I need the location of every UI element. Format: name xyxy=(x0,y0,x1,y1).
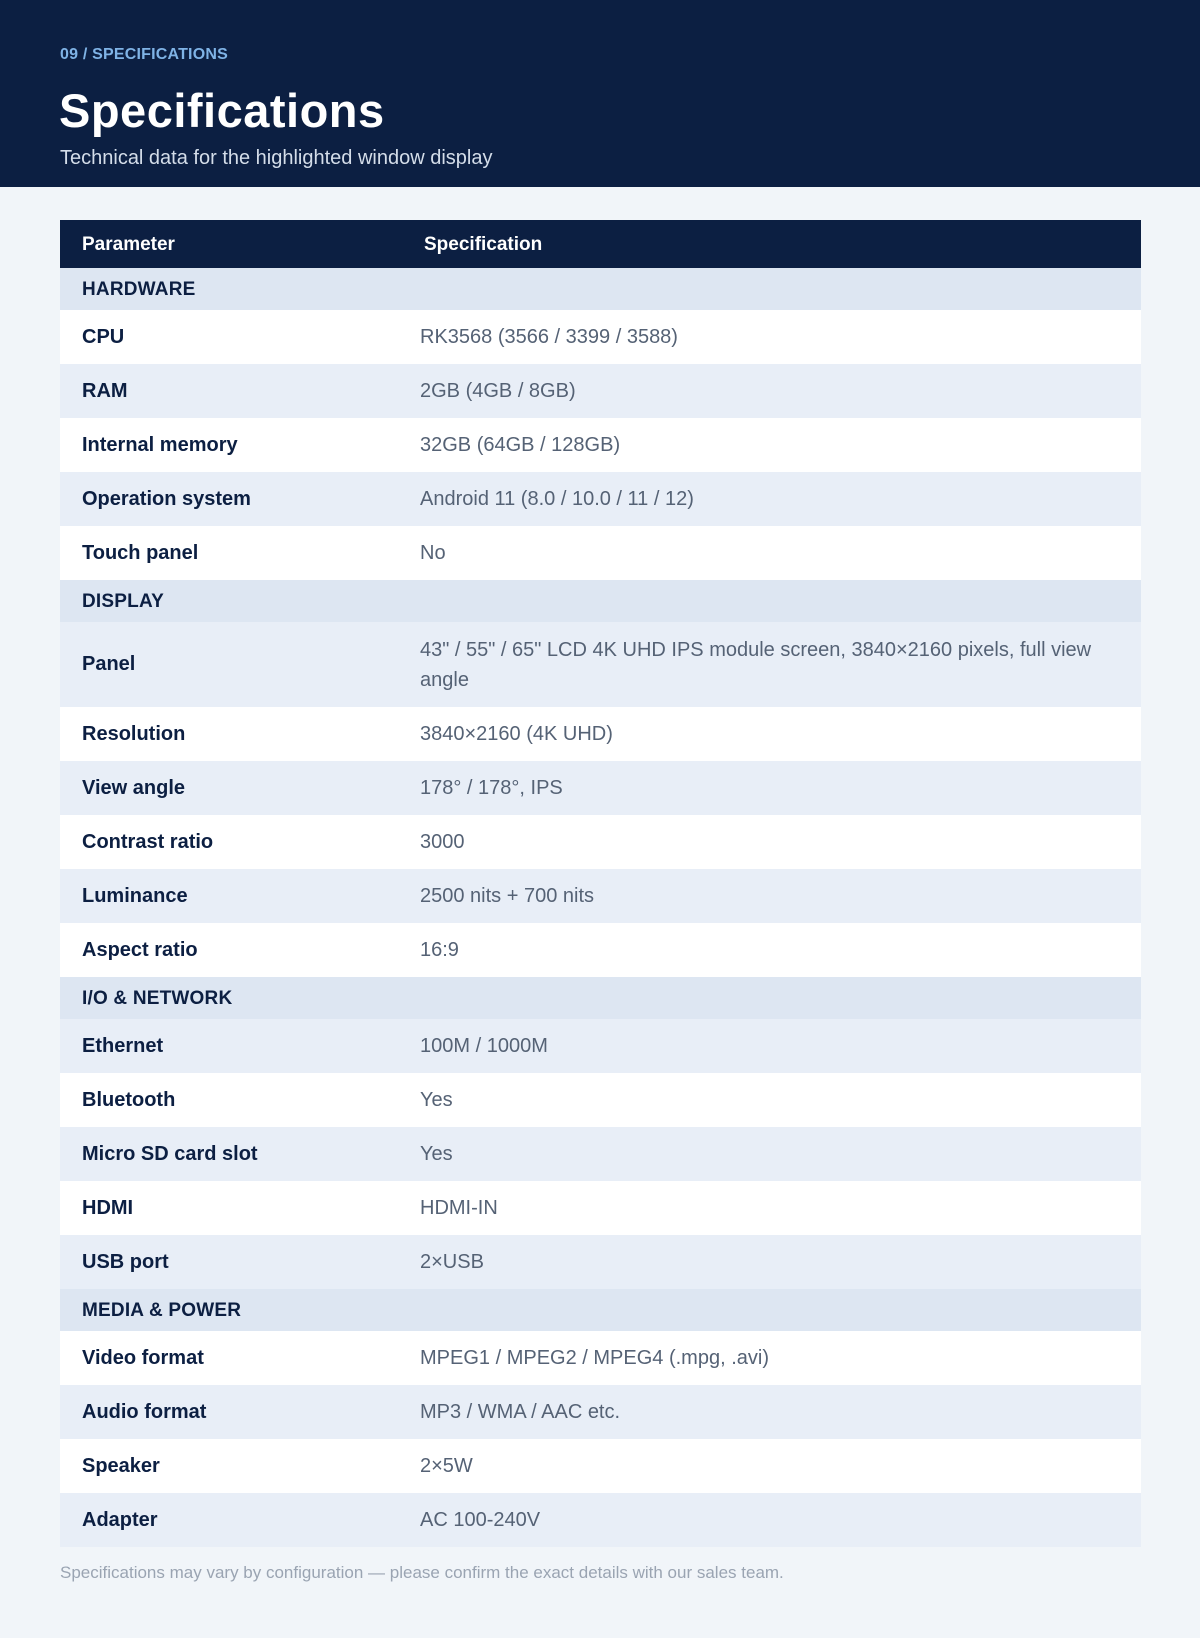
table-row xyxy=(60,1019,1141,1073)
specification-cell: 2GB (4GB / 8GB) xyxy=(420,380,576,402)
parameter-cell: Aspect ratio xyxy=(82,938,198,961)
table-row xyxy=(60,364,1141,418)
parameter-cell: HDMI xyxy=(82,1196,134,1219)
parameter-cell: View angle xyxy=(82,776,186,799)
parameter-cell: Ethernet xyxy=(82,1034,164,1057)
table-row xyxy=(60,472,1141,526)
table-row xyxy=(60,418,1141,472)
specification-cell: 32GB (64GB / 128GB) xyxy=(420,434,621,456)
specification-cell: AC 100-240V xyxy=(420,1509,541,1531)
section-row xyxy=(60,580,1141,622)
table-row xyxy=(60,1127,1141,1181)
specification-cell: HDMI-IN xyxy=(420,1197,498,1219)
table-row xyxy=(60,1235,1141,1289)
specifications-table xyxy=(60,220,1141,1547)
table-row xyxy=(60,622,1141,707)
parameter-cell: Bluetooth xyxy=(82,1088,176,1111)
specification-cell: 178° / 178°, IPS xyxy=(420,777,563,799)
table-header xyxy=(60,220,1141,268)
specification-cell: 16:9 xyxy=(420,939,459,961)
table-row xyxy=(60,761,1141,815)
table-row xyxy=(60,526,1141,580)
parameter-cell: Micro SD card slot xyxy=(82,1142,258,1165)
parameter-cell: CPU xyxy=(82,325,125,348)
table-row xyxy=(60,1181,1141,1235)
specification-cell: 3840×2160 (4K UHD) xyxy=(420,723,613,745)
section-row xyxy=(60,1289,1141,1331)
page-title: Specifications xyxy=(59,84,385,137)
specification-cell: Android 11 (8.0 / 10.0 / 11 / 12) xyxy=(420,488,694,510)
section-row xyxy=(60,977,1141,1019)
parameter-cell: Internal memory xyxy=(82,433,238,456)
table-row xyxy=(60,707,1141,761)
table-row xyxy=(60,869,1141,923)
specification-cell: MPEG1 / MPEG2 / MPEG4 (.mpg, .avi) xyxy=(420,1347,769,1369)
parameter-cell: Touch panel xyxy=(82,541,199,564)
parameter-cell: Resolution xyxy=(82,722,186,745)
specification-cell: No xyxy=(420,542,446,564)
table-row xyxy=(60,1493,1141,1547)
table-body xyxy=(60,268,1141,1547)
column-header-specification: Specification xyxy=(424,234,543,255)
parameter-cell: Audio format xyxy=(82,1400,207,1423)
specification-cell: MP3 / WMA / AAC etc. xyxy=(420,1401,621,1423)
section-title: DISPLAY xyxy=(82,591,165,612)
specification-cell: RK3568 (3566 / 3399 / 3588) xyxy=(420,326,678,348)
section-title: I/O & NETWORK xyxy=(82,988,233,1009)
section-eyebrow: 09 / SPECIFICATIONS xyxy=(60,46,228,63)
parameter-cell: Contrast ratio xyxy=(82,830,214,853)
specification-cell: 100M / 1000M xyxy=(420,1035,548,1057)
table-row xyxy=(60,310,1141,364)
table-row xyxy=(60,815,1141,869)
footnote: Specifications may vary by configuration — please confirm the exact details with our sales team. xyxy=(60,1563,784,1582)
table-row xyxy=(60,1331,1141,1385)
section-title: HARDWARE xyxy=(82,279,196,300)
specification-cell: 3000 xyxy=(420,831,465,853)
table-row xyxy=(60,1385,1141,1439)
specification-cell: 2×USB xyxy=(420,1251,484,1273)
specification-cell: 43" / 55" / 65" LCD 4K UHD IPS module screen, 3840×2160 pixels, full view angle xyxy=(420,638,1092,691)
column-header-parameter: Parameter xyxy=(82,234,175,255)
table-row xyxy=(60,1439,1141,1493)
page-subtitle: Technical data for the highlighted window display xyxy=(60,147,493,169)
specification-cell: 2×5W xyxy=(420,1455,473,1477)
parameter-cell: USB port xyxy=(82,1250,169,1273)
parameter-cell: Speaker xyxy=(82,1454,160,1477)
section-row xyxy=(60,268,1141,310)
page-header xyxy=(0,0,1200,187)
specification-cell: 2500 nits + 700 nits xyxy=(420,885,595,907)
parameter-cell: Luminance xyxy=(82,884,188,907)
parameter-cell: Video format xyxy=(82,1346,204,1369)
parameter-cell: Operation system xyxy=(82,487,251,510)
specification-cell: Yes xyxy=(420,1143,453,1165)
parameter-cell: Panel xyxy=(82,653,136,675)
table-row xyxy=(60,923,1141,977)
parameter-cell: Adapter xyxy=(82,1508,158,1531)
parameter-cell: RAM xyxy=(82,379,128,402)
table-row xyxy=(60,1073,1141,1127)
specification-cell: Yes xyxy=(420,1089,453,1111)
section-title: MEDIA & POWER xyxy=(82,1300,242,1321)
